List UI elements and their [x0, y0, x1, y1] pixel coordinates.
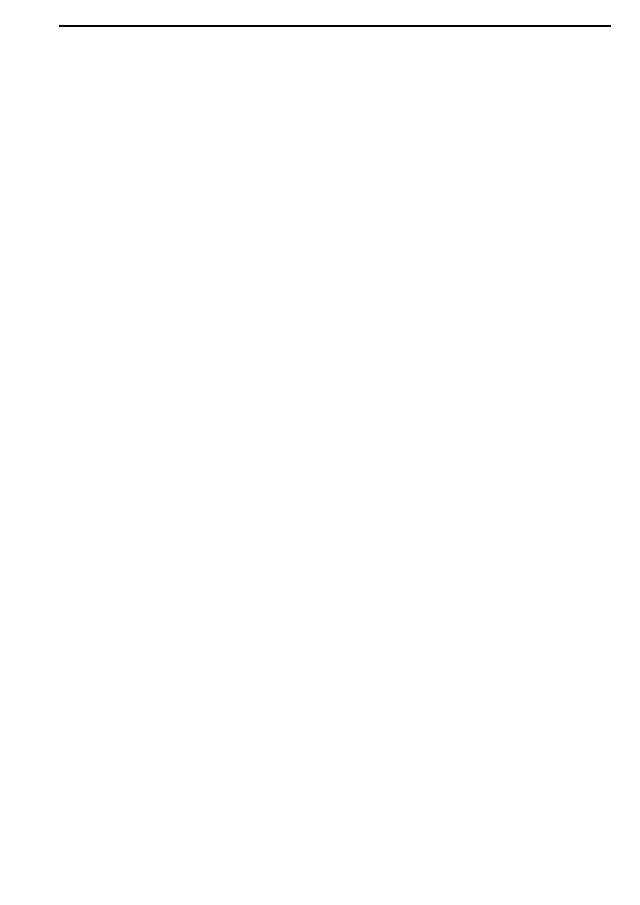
cell-legal-references — [267, 26, 611, 27]
cell-label-empty — [100, 26, 267, 27]
cell-number-empty — [60, 26, 100, 27]
table-row-continuation — [60, 26, 611, 27]
services-table — [59, 25, 611, 27]
